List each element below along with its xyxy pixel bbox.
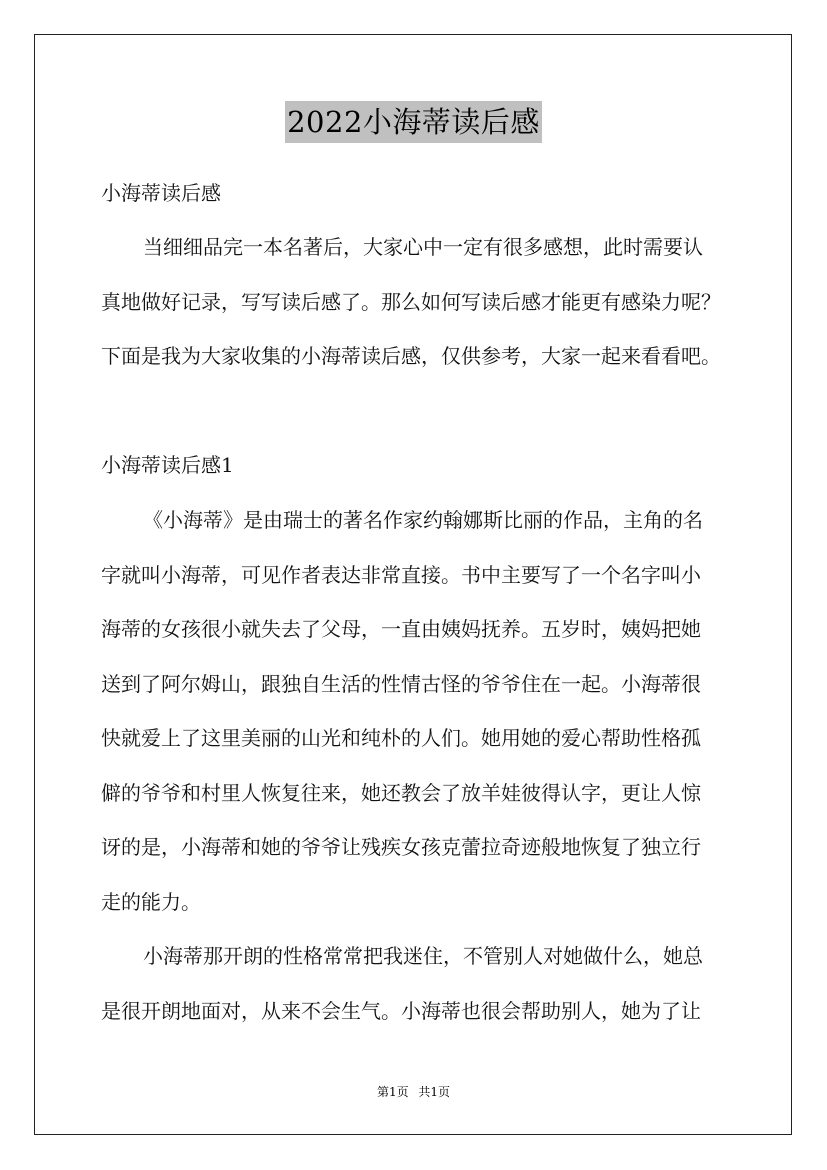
page-footer <box>0 1083 827 1100</box>
paragraph-line: 快就爱上了这里美丽的山光和纯朴的人们。她用她的爱心帮助性格孤 <box>101 726 701 750</box>
page-number: 第1页 <box>376 1085 409 1099</box>
paragraph-line: 小海蒂那开朗的性格常常把我迷住，不管别人对她做什么，她总 <box>143 944 703 968</box>
paragraph-line: 是很开朗地面对，从来不会生气。小海蒂也很会帮助别人，她为了让 <box>101 999 701 1023</box>
title-container <box>0 101 827 143</box>
paragraph-line: 海蒂的女孩很小就失去了父母，一直由姨妈抚养。五岁时，姨妈把她 <box>101 617 701 641</box>
paragraph-line: 字就叫小海蒂，可见作者表达非常直接。书中主要写了一个名字叫小 <box>101 563 701 587</box>
page-total: 共1页 <box>418 1085 451 1099</box>
document-title: 2022小海蒂读后感 <box>285 101 542 143</box>
intro-heading: 小海蒂读后感 <box>101 181 221 205</box>
intro-line: 下面是我为大家收集的小海蒂读后感，仅供参考，大家一起来看看吧。 <box>101 344 721 368</box>
paragraph-line: 送到了阿尔姆山，跟独自生活的性情古怪的爷爷住在一起。小海蒂很 <box>101 672 701 696</box>
paragraph-line: 走的能力。 <box>101 890 201 914</box>
intro-line: 当细细品完一本名著后，大家心中一定有很多感想，此时需要认 <box>143 235 703 259</box>
paragraph-line: 讶的是，小海蒂和她的爷爷让残疾女孩克蕾拉奇迹般地恢复了独立行 <box>101 835 701 859</box>
paragraph-line: 《小海蒂》是由瑞士的著名作家约翰娜斯比丽的作品，主角的名 <box>143 508 703 532</box>
intro-line: 真地做好记录，写写读后感了。那么如何写读后感才能更有感染力呢？ <box>101 290 721 314</box>
section-heading: 小海蒂读后感1 <box>101 453 234 477</box>
paragraph-line: 僻的爷爷和村里人恢复往来，她还教会了放羊娃彼得认字，更让人惊 <box>101 781 701 805</box>
